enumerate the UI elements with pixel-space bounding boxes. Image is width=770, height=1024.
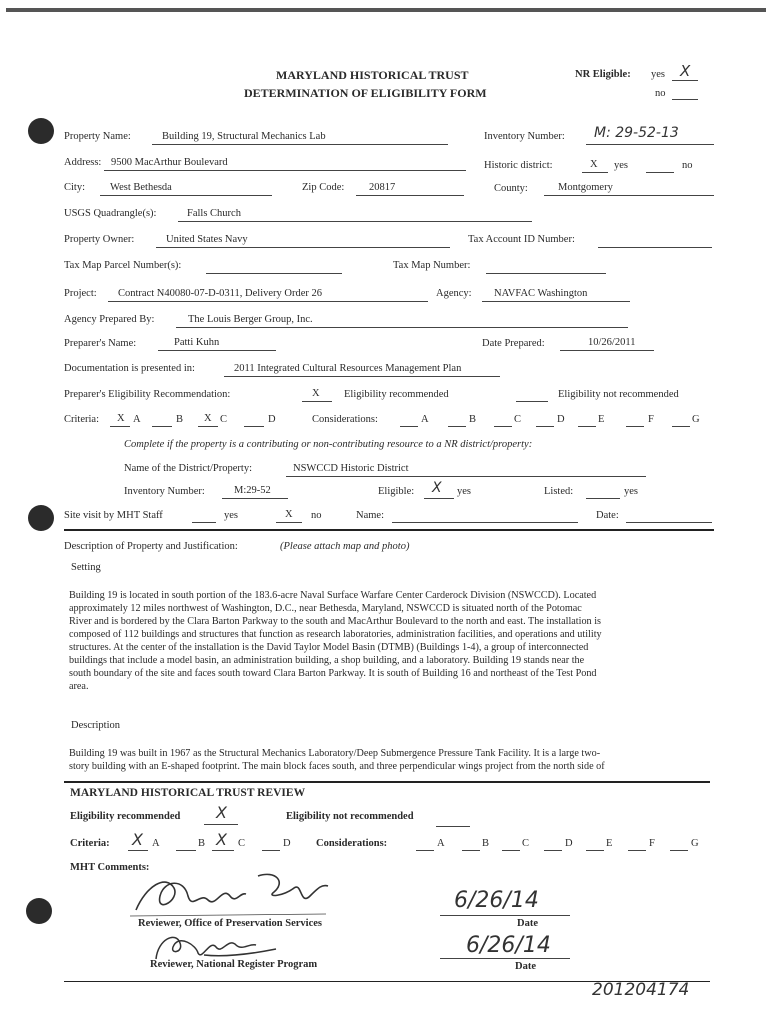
review-crit-d: D — [283, 838, 291, 849]
review-eligibility-recommended: Eligibility recommended — [70, 811, 181, 822]
site-visit-label: Site visit by MHT Staff — [64, 510, 163, 521]
documentation-label: Documentation is presented in: — [64, 363, 195, 374]
property-name-label: Property Name: — [64, 131, 131, 142]
historic-no-label: no — [682, 160, 693, 171]
punch-hole — [28, 505, 54, 531]
project-value: Contract N40080-07-D-0311, Delivery Order 26 — [118, 288, 323, 299]
review-cons-g: G — [691, 838, 699, 849]
reviewer1-signature — [126, 866, 336, 922]
description-heading: Description of Property and Justification: — [64, 541, 238, 552]
cons-b: B — [469, 414, 477, 425]
review-crit-c-mark: X — [216, 830, 227, 849]
review-eligibility-not-recommended: Eligibility not recommended — [286, 811, 414, 822]
cons-e: E — [598, 414, 605, 425]
agency-label: Agency: — [436, 288, 472, 299]
crit-c-label: C — [220, 414, 228, 425]
review-date2: 6/26/14 — [466, 933, 551, 958]
review-considerations-label: Considerations: — [316, 838, 388, 849]
review-date1: 6/26/14 — [454, 888, 539, 913]
stamp-number: 201204174 — [592, 980, 690, 1000]
description-heading-note: (Please attach map and photo) — [280, 541, 410, 552]
historic-yes-mark: X — [590, 159, 598, 170]
property-name-value: Building 19, Structural Mechanics Lab — [162, 131, 326, 142]
crit-b-label: B — [176, 414, 184, 425]
setting-line: buildings that include a model basin, an administration building, a shop building, and a laboratory. Building 19 stands near the — [69, 655, 585, 666]
date-prepared-value: 10/26/2011 — [588, 337, 636, 348]
form-title-line1: MARYLAND HISTORICAL TRUST — [276, 68, 469, 82]
criteria-label: Criteria: — [64, 414, 99, 425]
city-label: City: — [64, 182, 86, 193]
usgs-label: USGS Quadrangle(s): — [64, 208, 157, 219]
crit-a-mark: X — [117, 413, 125, 424]
nr-eligible-label: NR Eligible: — [575, 69, 631, 80]
review-crit-c: C — [238, 838, 246, 849]
form-title-line2: DETERMINATION OF ELIGIBILITY FORM — [244, 86, 487, 100]
tax-parcel-label: Tax Map Parcel Number(s): — [64, 260, 182, 271]
reviewer1-label: Reviewer, Office of Preservation Services — [138, 918, 322, 929]
zip-value: 20817 — [369, 182, 396, 193]
eligibility-recommended-label: Eligibility recommended — [344, 389, 449, 400]
county-value: Montgomery — [558, 182, 613, 193]
eligible-label: Eligible: — [378, 486, 415, 497]
listed-yes-label: yes — [624, 486, 638, 497]
site-visit-name-label: Name: — [356, 510, 384, 521]
setting-heading: Setting — [71, 562, 101, 573]
usgs-value: Falls Church — [187, 208, 241, 219]
district-inventory-label: Inventory Number: — [124, 486, 205, 497]
crit-a-label: A — [133, 414, 141, 425]
agency-prepared-label: Agency Prepared By: — [64, 314, 155, 325]
preparer-label: Preparer's Name: — [64, 338, 137, 349]
agency-value: NAVFAC Washington — [494, 288, 588, 299]
review-date1-label: Date — [517, 918, 538, 929]
review-cons-a: A — [437, 838, 445, 849]
review-rec-mark: X — [216, 803, 227, 822]
section-divider — [64, 529, 714, 531]
description-subheading: Description — [71, 720, 120, 731]
scan-top-edge — [6, 8, 766, 12]
site-visit-date-label: Date: — [596, 510, 619, 521]
contributing-note: Complete if the property is a contributing or non-contributing resource to a NR district/property: — [124, 439, 533, 450]
review-cons-f: F — [649, 838, 655, 849]
documentation-value: 2011 Integrated Cultural Resources Management Plan — [234, 363, 462, 374]
punch-hole — [28, 118, 54, 144]
cons-a: A — [421, 414, 429, 425]
review-date2-label: Date — [515, 961, 536, 972]
district-inventory-value: M:29-52 — [234, 485, 271, 496]
district-name-value: NSWCCD Historic District — [293, 463, 409, 474]
project-label: Project: — [64, 288, 97, 299]
date-prepared-label: Date Prepared: — [482, 338, 545, 349]
tax-map-label: Tax Map Number: — [393, 260, 471, 271]
setting-line: composed of 112 buildings and structures that function as research laboratories, administration facilities, and operations and utility — [69, 629, 602, 640]
review-crit-a-mark: X — [132, 830, 143, 849]
nr-yes-label: yes — [651, 69, 665, 80]
site-visit-mark: X — [285, 509, 293, 520]
setting-line: south boundary of the site and faces south toward Clara Barton Parkway. It is south of Building 16 and northeast of the Test Pond — [69, 668, 597, 679]
review-cons-c: C — [522, 838, 530, 849]
listed-label: Listed: — [544, 486, 574, 497]
inventory-number-label: Inventory Number: — [484, 131, 565, 142]
agency-prepared-value: The Louis Berger Group, Inc. — [188, 314, 313, 325]
owner-value: United States Navy — [166, 234, 248, 245]
cons-g: G — [692, 414, 700, 425]
review-cons-e: E — [606, 838, 613, 849]
owner-label: Property Owner: — [64, 234, 135, 245]
reviewer2-label: Reviewer, National Register Program — [150, 959, 318, 970]
site-visit-no: no — [311, 510, 322, 521]
review-comments-label: MHT Comments: — [70, 862, 150, 873]
rec-mark: X — [312, 388, 320, 399]
description-line: story building with an E-shaped footprint. The main block faces south, and three perpendicular wings project from the north side of — [69, 761, 605, 772]
description-line: Building 19 was built in 1967 as the Structural Mechanics Laboratory/Deep Submergence Pressure Tank Facility. It is a large two- — [69, 748, 601, 759]
review-title: MARYLAND HISTORICAL TRUST REVIEW — [70, 787, 306, 799]
inventory-number-value: M: 29-52-13 — [594, 125, 679, 141]
setting-line: approximately 12 miles northwest of Washington, D.C., near Bethesda, Maryland, NSWCCD is situated north of the Potomac — [69, 603, 582, 614]
cons-f: F — [648, 414, 654, 425]
district-name-label: Name of the District/Property: — [124, 463, 253, 474]
review-crit-b: B — [198, 838, 206, 849]
setting-line: Building 19 is located in south portion of the 183.6-acre Naval Surface Warfare Center Carderock Division (NSWCCD). Located — [69, 590, 597, 601]
nr-no-label: no — [655, 88, 666, 99]
tax-account-label: Tax Account ID Number: — [468, 234, 575, 245]
crit-d-label: D — [268, 414, 276, 425]
setting-line: River and is bordered by the Clara Barton Parkway to the south and MacArthur Boulevard to the north and east. The installation is — [69, 616, 601, 627]
setting-line: structures. At the center of the installation is the David Taylor Model Basin (DTMB) (Buildings 1-4), a group of interconnected — [69, 642, 589, 653]
county-label: County: — [494, 183, 528, 194]
review-cons-d: D — [565, 838, 573, 849]
historic-yes-label: yes — [614, 160, 628, 171]
eligible-yes-label: yes — [457, 486, 471, 497]
nr-yes-mark: X — [680, 62, 691, 80]
cons-d: D — [557, 414, 565, 425]
eligible-mark: X — [432, 480, 442, 496]
review-criteria-label: Criteria: — [70, 838, 110, 849]
review-crit-a: A — [152, 838, 160, 849]
address-label: Address: — [64, 157, 102, 168]
considerations-label: Considerations: — [312, 414, 378, 425]
review-cons-b: B — [482, 838, 490, 849]
cons-c: C — [514, 414, 522, 425]
historic-district-label: Historic district: — [484, 160, 553, 171]
crit-c-mark: X — [204, 413, 212, 424]
site-visit-yes: yes — [224, 510, 238, 521]
city-value: West Bethesda — [110, 182, 172, 193]
zip-label: Zip Code: — [302, 182, 345, 193]
punch-hole — [26, 898, 52, 924]
setting-line: area. — [69, 681, 89, 692]
eligibility-not-recommended-label: Eligibility not recommended — [558, 389, 679, 400]
recommendation-label: Preparer's Eligibility Recommendation: — [64, 389, 231, 400]
preparer-value: Patti Kuhn — [174, 337, 220, 348]
address-value: 9500 MacArthur Boulevard — [111, 157, 228, 168]
